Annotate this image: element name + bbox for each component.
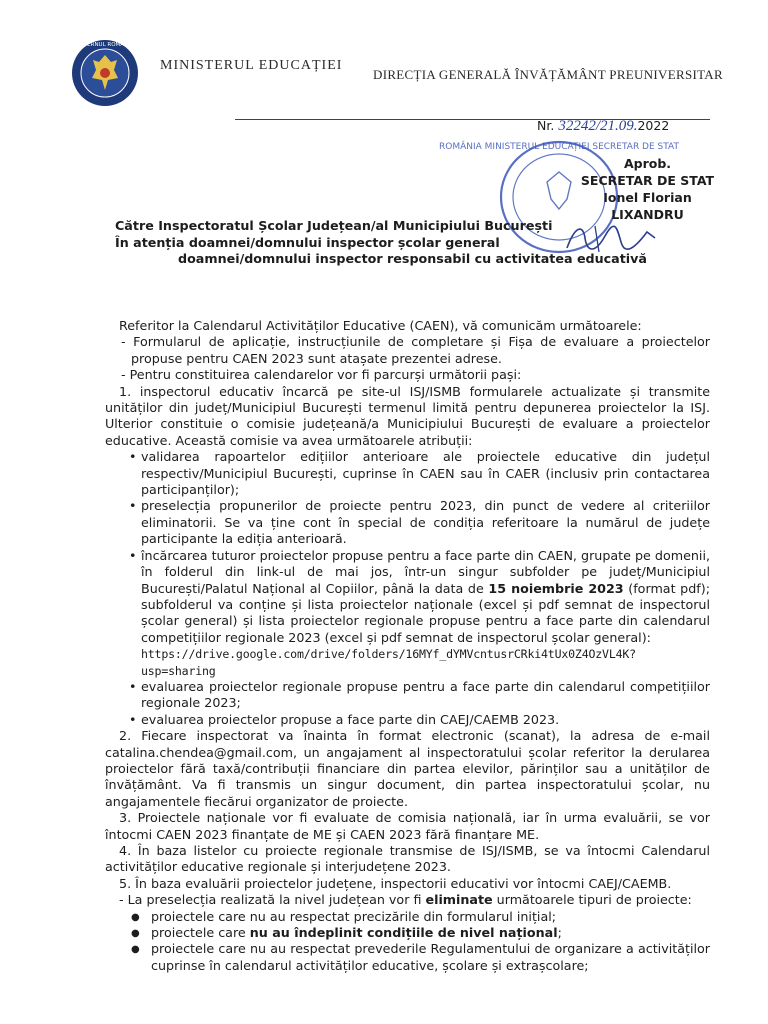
numbered-item-4: 4. În baza listelor cu proiecte regionale transmise de ISJ/ISMB, se va întocmi Calendarul activităților educative regionale și interjudețene 2023. [105, 843, 710, 875]
ministry-name: MINISTERUL EDUCAȚIEI [160, 58, 343, 73]
preselection-text: - La preselecția realizată la nivel județean vor fi [119, 892, 426, 908]
stamp-text: ROMÂNIA MINISTERUL EDUCAȚIEI SECRETAR DE STAT [438, 142, 680, 152]
approval-signatory: Ionel Florian LIXANDRU [603, 190, 692, 222]
nr-year: 2022 [637, 118, 670, 133]
list-item: • preselecția propunerilor de proiecte pentru 2023, din punct de vedere al criteriilor eliminatorii. Se va ține cont în special de condiția referitoare la numărul de județe participante la ediția anterioară. [141, 498, 710, 547]
approval-line: Aprob. [623, 156, 672, 171]
list-item: • evaluarea proiectelor propuse a face parte din CAEJ/CAEMB 2023. [141, 712, 710, 728]
nr-handwritten: 32242/21.09. [558, 118, 638, 134]
preselection-text-2: următoarele tipuri de proiecte: [492, 892, 692, 908]
upload-text: încărcarea tuturor proiectelor propuse pentru a face parte din CAEN, grupate pe domenii, în folderul din link-ul de mai jos, într-un singur subfolder pe județ/Municipiul București/Palatul Național al Copiilor, până la data de [141, 547, 710, 596]
government-seal-icon [70, 38, 140, 108]
numbered-item-3: 3. Proiectele naționale vor fi evaluate de comisia națională, iar în urma evaluării, se vor întocmi CAEN 2023 finanțate de ME și CAEN 2023 fără finanțare ME. [105, 810, 710, 842]
letter-body [105, 318, 710, 974]
address-recipient: Către Inspectoratul Școlar Județean/al Municipiului București [115, 218, 553, 233]
numbered-item-5: 5. În baza evaluării proiectelor județene, inspectorii educativi vor întocmi CAEJ/CAEMB. [119, 875, 672, 891]
preselection-intro [105, 892, 710, 908]
deadline-date: 15 noiembrie 2023 [488, 580, 624, 596]
list-item [151, 925, 710, 941]
approval-title: SECRETAR DE STAT [580, 173, 715, 188]
numbered-item-2: 2. Fiecare inspectorat va înainta în format electronic (scanat), la adresa de e-mail catalina.chendea@gmail.com, un angajament al inspectoratului școlar referitor la derularea proiectelor fără taxă/contribuții financiare din partea elevilor, părinților sau a unităților de învățământ. Va fi transmis un singur document, din partea inspectoratului școlar, nu angajamentele fiecărui organizator de proiecte. [105, 728, 710, 809]
eliminated-projects-list [105, 909, 710, 975]
criterion-end: ; [557, 925, 562, 941]
directorate-name: DIRECȚIA GENERALĂ ÎNVĂȚĂMÂNT PREUNIVERSITAR [373, 67, 723, 82]
drive-link[interactable]: https://drive.google.com/drive/folders/16MYf_dYMVcntusrCRki4tUx0Z4OzVL4K?usp=sharing [141, 647, 636, 678]
address-attention: În atenția doamnei/domnului inspector școlar general [115, 234, 500, 250]
commission-duties-list [105, 449, 710, 728]
intro-paragraph: Referitor la Calendarul Activităților Educative (CAEN), vă comunicăm următoarele: [119, 318, 642, 333]
dash-item-forms: - Formularul de aplicație, instrucțiunile de completare și Fișa de evaluare a proiectelor propuse pentru CAEN 2023 sunt atașate prezentei adrese. [121, 334, 710, 366]
address-attention-2: doamnei/domnului inspector responsabil cu activitatea educativă [178, 251, 647, 266]
criterion-bold: nu au îndeplinit condițiile de nivel național [249, 925, 558, 941]
list-item: • evaluarea proiectelor regionale propuse pentru a face parte din calendarul competițiilor regionale 2023; [141, 679, 710, 712]
registration-number [537, 118, 669, 135]
address-block [115, 218, 647, 268]
nr-label: Nr. [537, 118, 555, 133]
criterion-text: proiectele care [151, 925, 250, 941]
list-item: ● proiectele care nu au respectat prevederile Regulamentului de organizare a activităților cuprinse în calendarul activităților educative, școlare și extrașcolare; [151, 941, 710, 974]
eliminated-word: eliminate [425, 892, 493, 908]
list-item: • validarea rapoartelor edițiilor anterioare ale proiectele educative din județul respectiv/Municipiul București, cuprinse în CAEN sau în CAER (inclusiv prin contactarea participanților); [141, 449, 710, 498]
upload-text-2: (format pdf); subfolderul va conține și lista proiectelor naționale (excel și pdf semnat de inspectorul școlar general) și lista proiectelor regionale propuse pentru a face parte din calendarul competițiilor regionale 2023 (excel și pdf semnat de inspectorul școlar general): [141, 580, 710, 645]
list-item: ● proiectele care nu au respectat precizările din formularul inițial; [151, 909, 710, 925]
dash-item-steps: - Pentru constituirea calendarelor vor fi parcurși următorii pași: [121, 367, 522, 383]
seal-text: GUVERNUL ROMÂNIEI [75, 42, 135, 48]
numbered-item-1: 1. inspectorul educativ încarcă pe site-ul ISJ/ISMB formularele actualizate și transmite unităților din județ/Municipiul București termenul limită pentru depunerea proiectelor la ISJ. Ulterior constituie o comisie județeană/a Municipiului București de evaluare a proiectelor educative. Această comisie va avea următoarele atribuții: [105, 383, 710, 448]
approval-block [575, 155, 720, 223]
list-item [141, 548, 710, 679]
